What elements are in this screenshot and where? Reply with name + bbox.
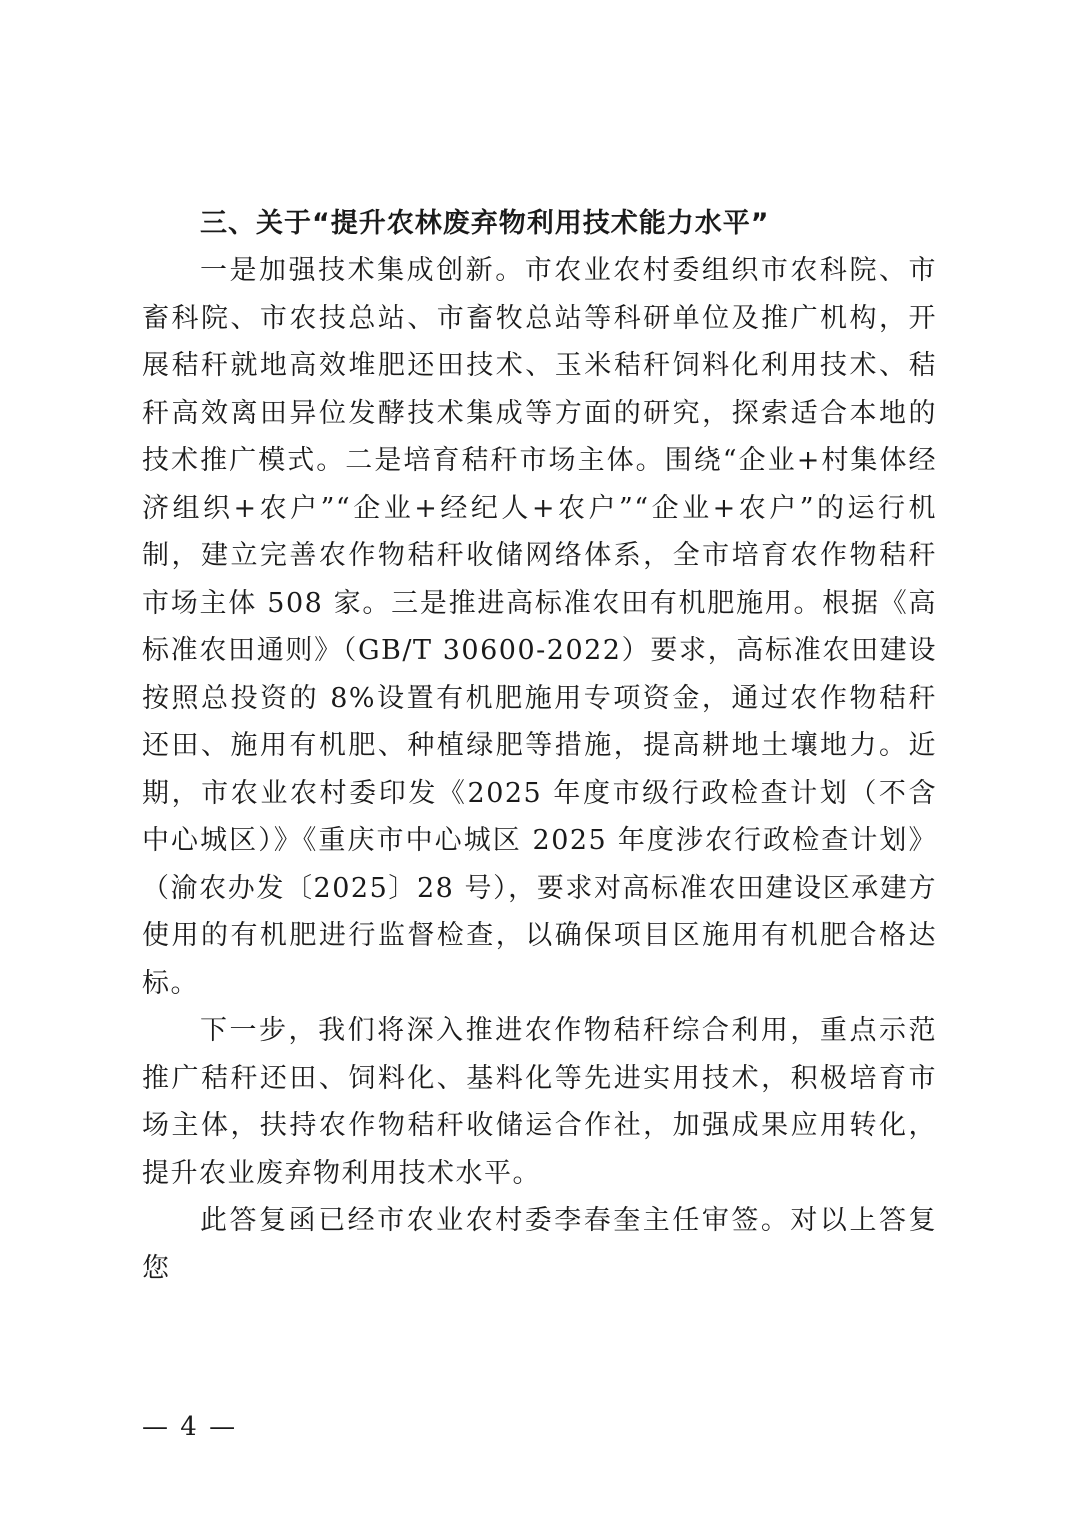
paragraph-technical-measures: 一是加强技术集成创新。市农业农村委组织市农科院、市畜科院、市农技总站、市畜牧总站等科研单位及推广机构，开展秸秆就地高效堆肥还田技术、玉米秸秆饲料化利用技术、秸秆高效离田异位发酵技术集成等方面的研究，探索适合本地的技术推广模式。二是培育秸秆市场主体。围绕“企业+村集体经济组织+农户”“企业+经纪人+农户”“企业+农户”的运行机制，建立完善农作物秸秆收储网络体系，全市培育农作物秸秆市场主体 508 家。三是推进高标准农田有机肥施用。根据《高标准农田通则》（GB/T 30600-2022）要求，高标准农田建设按照总投资的 8%设置有机肥施用专项资金，通过农作物秸秆还田、施用有机肥、种植绿肥等措施，提高耕地土壤地力。近期，市农业农村委印发《2025 年度市级行政检查计划（不含中心城区）》《重庆市中心城区 2025 年度涉农行政检查计划》（渝农办发〔2025〕28 号），要求对高标准农田建设区承建方使用的有机肥进行监督检查，以确保项目区施用有机肥合格达标。 <box>142 255 937 999</box>
paragraph-approval-note: 此答复函已经市农业农村委李春奎主任审签。对以上答复您 <box>142 1205 937 1284</box>
page-number: — 4 — <box>142 1412 238 1442</box>
document-body <box>142 200 937 1292</box>
paragraph-next-steps: 下一步，我们将深入推进农作物秸秆综合利用，重点示范推广秸秆还田、饲料化、基料化等先进实用技术，积极培育市场主体，扶持农作物秸秆收储运合作社，加强成果应用转化，提升农业废弃物利用技术水平。 <box>142 1015 937 1189</box>
section-heading: 三、关于“提升农林废弃物利用技术能力水平” <box>200 208 770 239</box>
